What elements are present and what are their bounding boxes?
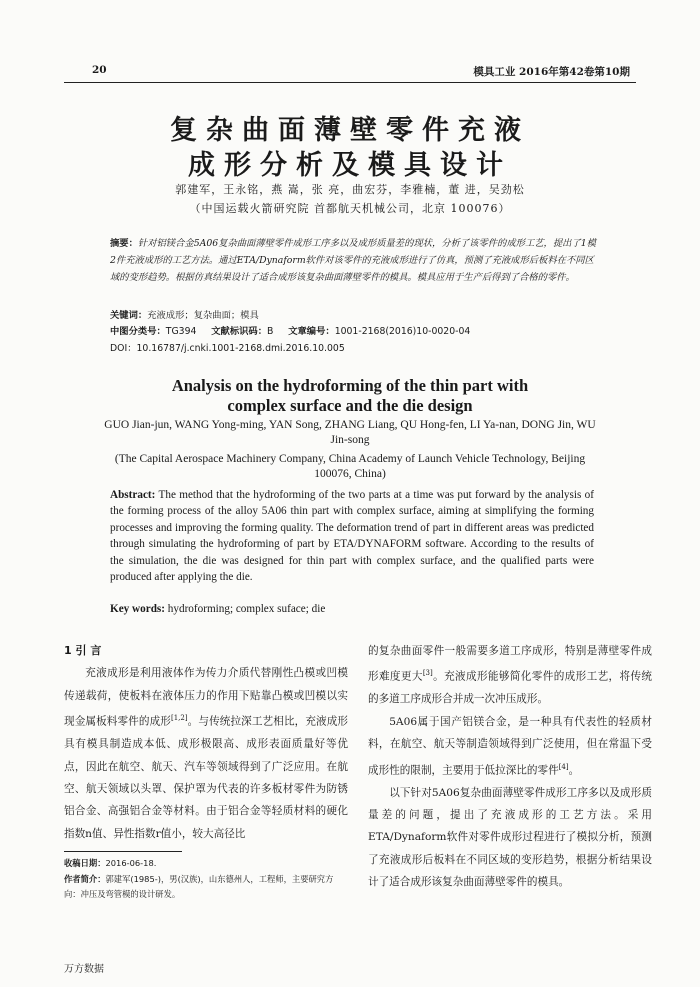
- title-cn-line2: 成形分析及模具设计: [188, 150, 512, 181]
- authors-cn: 郭建军，王永铭，燕 嵩，张 亮，曲宏芬，李雅楠，董 进，吴劲松: [175, 183, 525, 196]
- citation: [1,2]: [170, 714, 188, 723]
- abstract-en-text: The method that the hydroforming of the two parts at a time was put forward by the analysis of the forming process of the alloy 5A06 thin part with complex surface, aiming at simplifying the forming processes and improving the forming quality. The deformation trend of part in different areas was predicted through simulating the hydroforming of part by ETA/DYNAFORM software. According to the results of the simulation, the die was designed for thin part with complex surface, and the qualified parts were produced after applying the die.: [110, 489, 594, 584]
- paragraph-text: 的复杂曲面零件一般需要多道工序成形，特别是薄壁零件成形难度更大: [368, 645, 652, 683]
- doc-code-label: 文献标识码：: [211, 326, 268, 337]
- affiliation-en: (The Capital Aerospace Machinery Company, China Academy of Launch Vehicle Technology, Beijing 100076, China): [114, 453, 586, 480]
- footnote-rule: [64, 851, 182, 852]
- paragraph-text: 。: [568, 764, 580, 777]
- article-no-label: 文章编号：: [288, 326, 335, 337]
- keywords-en-text: hydroforming; complex suface; die: [167, 603, 326, 615]
- page-number: 20: [92, 64, 107, 76]
- body-paragraph: [64, 662, 348, 845]
- watermark: 万方数据: [64, 964, 104, 975]
- abstract-cn: [110, 235, 600, 286]
- paragraph-text: 充液成形是利用液体作为传力介质代替刚性凸模或凹模传递载荷，使板料在液体压力的作用下贴靠凸模或凹模以实现金属板料零件的成形: [64, 667, 348, 728]
- journal-info: 模具工业 2016年第42卷第10期: [473, 66, 630, 78]
- article-no-value: 1001-2168(2016)10-0020-04: [334, 326, 471, 337]
- received-value: 2016-06-18.: [105, 858, 157, 868]
- paragraph-text: 5A06属于国产铝镁合金，是一种具有代表性的轻质材料，在航空、航天等制造领域得到广泛使用，但在常温下受成形性的限制，主要用于低拉深比的零件: [368, 715, 652, 777]
- keywords-en-label: Key words:: [110, 603, 165, 615]
- title-en-line1: Analysis on the hydroforming of the thin part with: [171, 376, 529, 395]
- body-paragraph: 以下针对5A06复杂曲面薄壁零件成形工序多以及成形质量差的问题，提出了充液成形的工艺方法。采用ETA/Dynaform软件对零件成形过程进行了模拟分析，预测了充液成形后板料在不同区域的变形趋势，根据分析结果设计了适合成形该复杂曲面薄壁零件的模具。: [368, 786, 652, 889]
- abstract-en-label: Abstract:: [110, 489, 156, 501]
- keywords-cn-text: 充液成形；复杂曲面；模具: [147, 310, 259, 321]
- section-heading: 1 引 言: [64, 644, 102, 657]
- keywords-cn-label: 关键词：: [110, 310, 148, 321]
- received-label: 收稿日期：: [64, 858, 106, 868]
- authors-en: GUO Jian-jun, WANG Yong-ming, YAN Song, ZHANG Liang, QU Hong-fen, LI Ya-nan, DONG Jin, WU Jin-song: [104, 419, 596, 446]
- paragraph-text: 。与传统拉深工艺相比，充液成形具有模具制造成本低、成形极限高、成形表面质量好等优点，因此在航空、航天、汽车等领域得到了广泛应用。在航空、航天领域以头罩、保护罩为代表的许多板材零件为防锈铝合金、高强铝合金等材料。由于铝合金等轻质材料的硬化指数n值、异性指数r值小，较大高径比: [64, 715, 349, 840]
- clc-value: TG394: [165, 326, 197, 337]
- body-paragraph: [368, 711, 652, 782]
- author-bio: [64, 872, 348, 902]
- author-bio-text: 郭建军(1985-)，男(汉族)，山东德州人，工程师，主要研究方向：冲压及弯管模的设计研发。: [64, 874, 334, 899]
- received-date: [64, 856, 348, 871]
- clc-label: 中图分类号：: [110, 326, 166, 337]
- keywords-cn: [110, 307, 610, 321]
- body-right-column: [368, 640, 652, 894]
- keywords-en: [110, 603, 594, 615]
- abstract-cn-text: 针对铝镁合金5A06复杂曲面薄壁零件成形工序多以及成形质量差的现状，分析了该零件的成形工艺，提出了1模2件充液成形的工艺方法。通过ETA/Dynaform软件对该零件的充液成形进行了仿真，预测了充液成形后板料在不同区域的变形趋势。根据仿真结果设计了适合成形该复杂曲面薄壁零件的模具。模具应用于生产后得到了合格的零件。: [110, 238, 596, 283]
- abstract-cn-label: 摘要：: [110, 238, 138, 249]
- paragraph-text: 。充液成形能够简化零件的成形工艺，将传统的多道工序成形合并成一次冲压成形。: [368, 670, 653, 706]
- abstract-en: [110, 487, 594, 585]
- doc-code-value: B: [267, 326, 274, 337]
- citation: [4]: [558, 762, 569, 771]
- author-bio-label: 作者简介：: [64, 874, 106, 884]
- body-left-column: [64, 640, 348, 845]
- body-paragraph: [368, 640, 652, 711]
- affiliation-cn: （中国运载火箭研究院 首都航天机械公司，北京 100076）: [189, 202, 511, 215]
- title-cn-line1: 复杂曲面薄壁零件充液: [170, 115, 530, 146]
- doi: DOI：10.16787/j.cnki.1001-2168.dmi.2016.10.005: [110, 343, 345, 354]
- running-header: [64, 64, 636, 83]
- classification-line: [110, 323, 610, 337]
- title-en-line2: complex surface and the die design: [227, 396, 473, 415]
- citation: [3]: [422, 669, 433, 678]
